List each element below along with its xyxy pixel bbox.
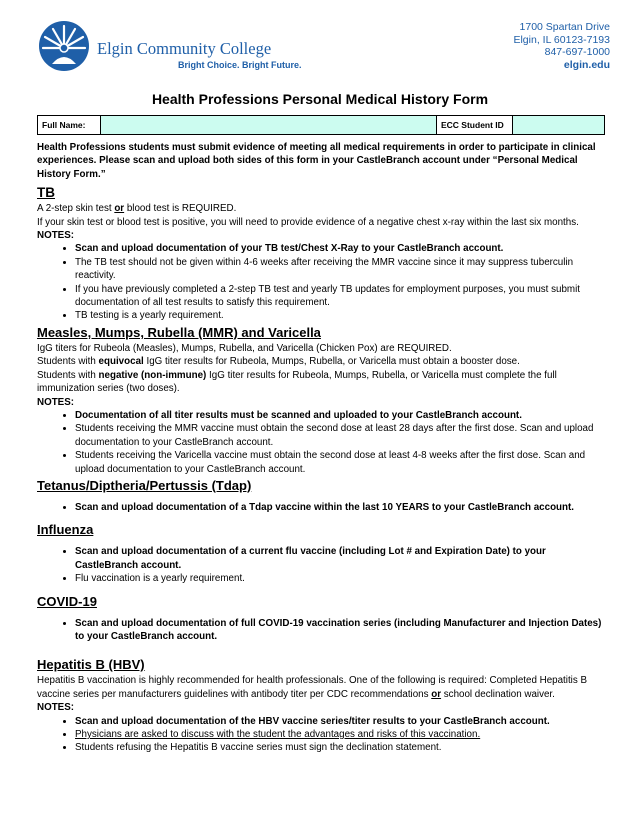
notes-label: NOTES: [37,230,75,242]
college-name: Elgin Community College [97,39,272,58]
college-logo-icon [38,20,90,72]
list-item: • Physicians are asked to discuss with the student the advantages and risks of this vaccination. [75,728,603,741]
hepb-heading: Hepatitis B (HBV) [37,657,145,673]
college-address [513,21,610,71]
notes-label: NOTES: [37,396,75,408]
form-body [37,141,603,755]
covid-notes-list [37,617,603,644]
list-item: • Flu vaccination is a yearly requirement. [75,572,603,585]
form-title: Health Professions Personal Medical History Form [151,91,489,107]
tb-positive-note: If your skin test or blood test is positive, you will need to provide evidence of a negative chest x-ray within the last six months. [37,216,579,228]
list-item: • Scan and upload documentation of your TB test/Chest X-Ray to your CastleBranch account. [75,242,603,255]
tb-notes-list [37,242,603,322]
mmr-notes-list [37,409,603,476]
tb-requirement: A 2-step skin test or blood test is REQUIRED. [37,203,237,215]
student-id-field[interactable] [513,116,604,134]
phone-number: 847-697-1000 [544,46,610,58]
tdap-notes-list [37,501,603,514]
list-item: • Scan and upload documentation of a current flu vaccine (including Lot # and Expiration Date) to your CastleBranch account. [75,545,603,572]
list-item: • Scan and upload documentation of full COVID-19 vaccination series (including Manufacturer and Injection Dates) to your CastleBranch account. [75,617,603,644]
influenza-notes-list [37,545,603,585]
hepb-notes-list [37,715,603,755]
tagline: Bright Choice. Bright Future. [178,60,302,70]
list-item: • TB testing is a yearly requirement. [75,309,603,322]
address-line: Elgin, IL 60123-7193 [513,33,610,46]
list-item: • Scan and upload documentation of the HBV vaccine series/titer results to your CastleBranch account. [75,715,603,728]
list-item: • Students refusing the Hepatitis B vaccine series must sign the declination statement. [75,741,603,754]
student-id-label: ECC Student ID [437,116,513,134]
notes-label: NOTES: [37,702,75,714]
list-item: • If you have previously completed a 2-step TB test and yearly TB updates for employment purposes, you must submit documentation of all test results to satisfy this requirement. [75,283,603,310]
tdap-heading: Tetanus/Diptheria/Pertussis (Tdap) [37,477,252,493]
mmr-heading: Measles, Mumps, Rubella (MMR) and Varicella [37,324,321,340]
list-item: • Students receiving the Varicella vaccine must obtain the second dose at least 4-8 weeks after the first dose. Scan and upload documentation to your CastleBranch account. [75,449,603,476]
list-item: • The TB test should not be given within 4-6 weeks after receiving the MMR vaccine since it may suppress tuberculin reactivity. [75,256,603,283]
website-link[interactable]: elgin.edu [563,58,610,71]
list-item: • Students receiving the MMR vaccine must obtain the second dose at least 28 days after the first dose. Scan and upload documentation to your CastleBranch account. [75,422,603,449]
student-info-row [37,115,605,135]
hepb-requirement: Hepatitis B vaccination is highly recommended for health professionals. One of the following is required: Completed Hepatitis B vaccine series per manufacturers guidelines with antibody titer per CDC recommendations or school declination waiver. [37,675,587,700]
page-header [0,0,640,80]
influenza-heading: Influenza [37,522,94,538]
tb-heading: TB [37,185,55,201]
covid-heading: COVID-19 [37,593,97,609]
list-item: • Scan and upload documentation of a Tdap vaccine within the last 10 YEARS to your CastleBranch account. [75,501,603,514]
list-item: • Documentation of all titer results must be scanned and uploaded to your CastleBranch account. [75,409,603,422]
address-line: 1700 Spartan Drive [519,21,610,33]
mmr-requirement: IgG titers for Rubeola (Measles), Mumps, Rubella, and Varicella (Chicken Pox) are REQUIRED. [37,342,452,354]
intro-text: Health Professions students must submit evidence of meeting all medical requirements in order to participate in clinical experiences. Please scan and upload both sides of this form in your CastleBranch account under “Personal Medical History Form.” [37,142,596,180]
mmr-equivocal-note: Students with equivocal IgG titer results for Rubeola, Mumps, Rubella, or Varicella must obtain a booster dose. [37,356,520,368]
full-name-label: Full Name: [38,116,101,134]
mmr-negative-note: Students with negative (non-immune) IgG titer results for Rubeola, Mumps, Rubella, or Varicella must complete the full immunization series (two doses). [37,369,557,395]
full-name-field[interactable] [101,116,437,134]
